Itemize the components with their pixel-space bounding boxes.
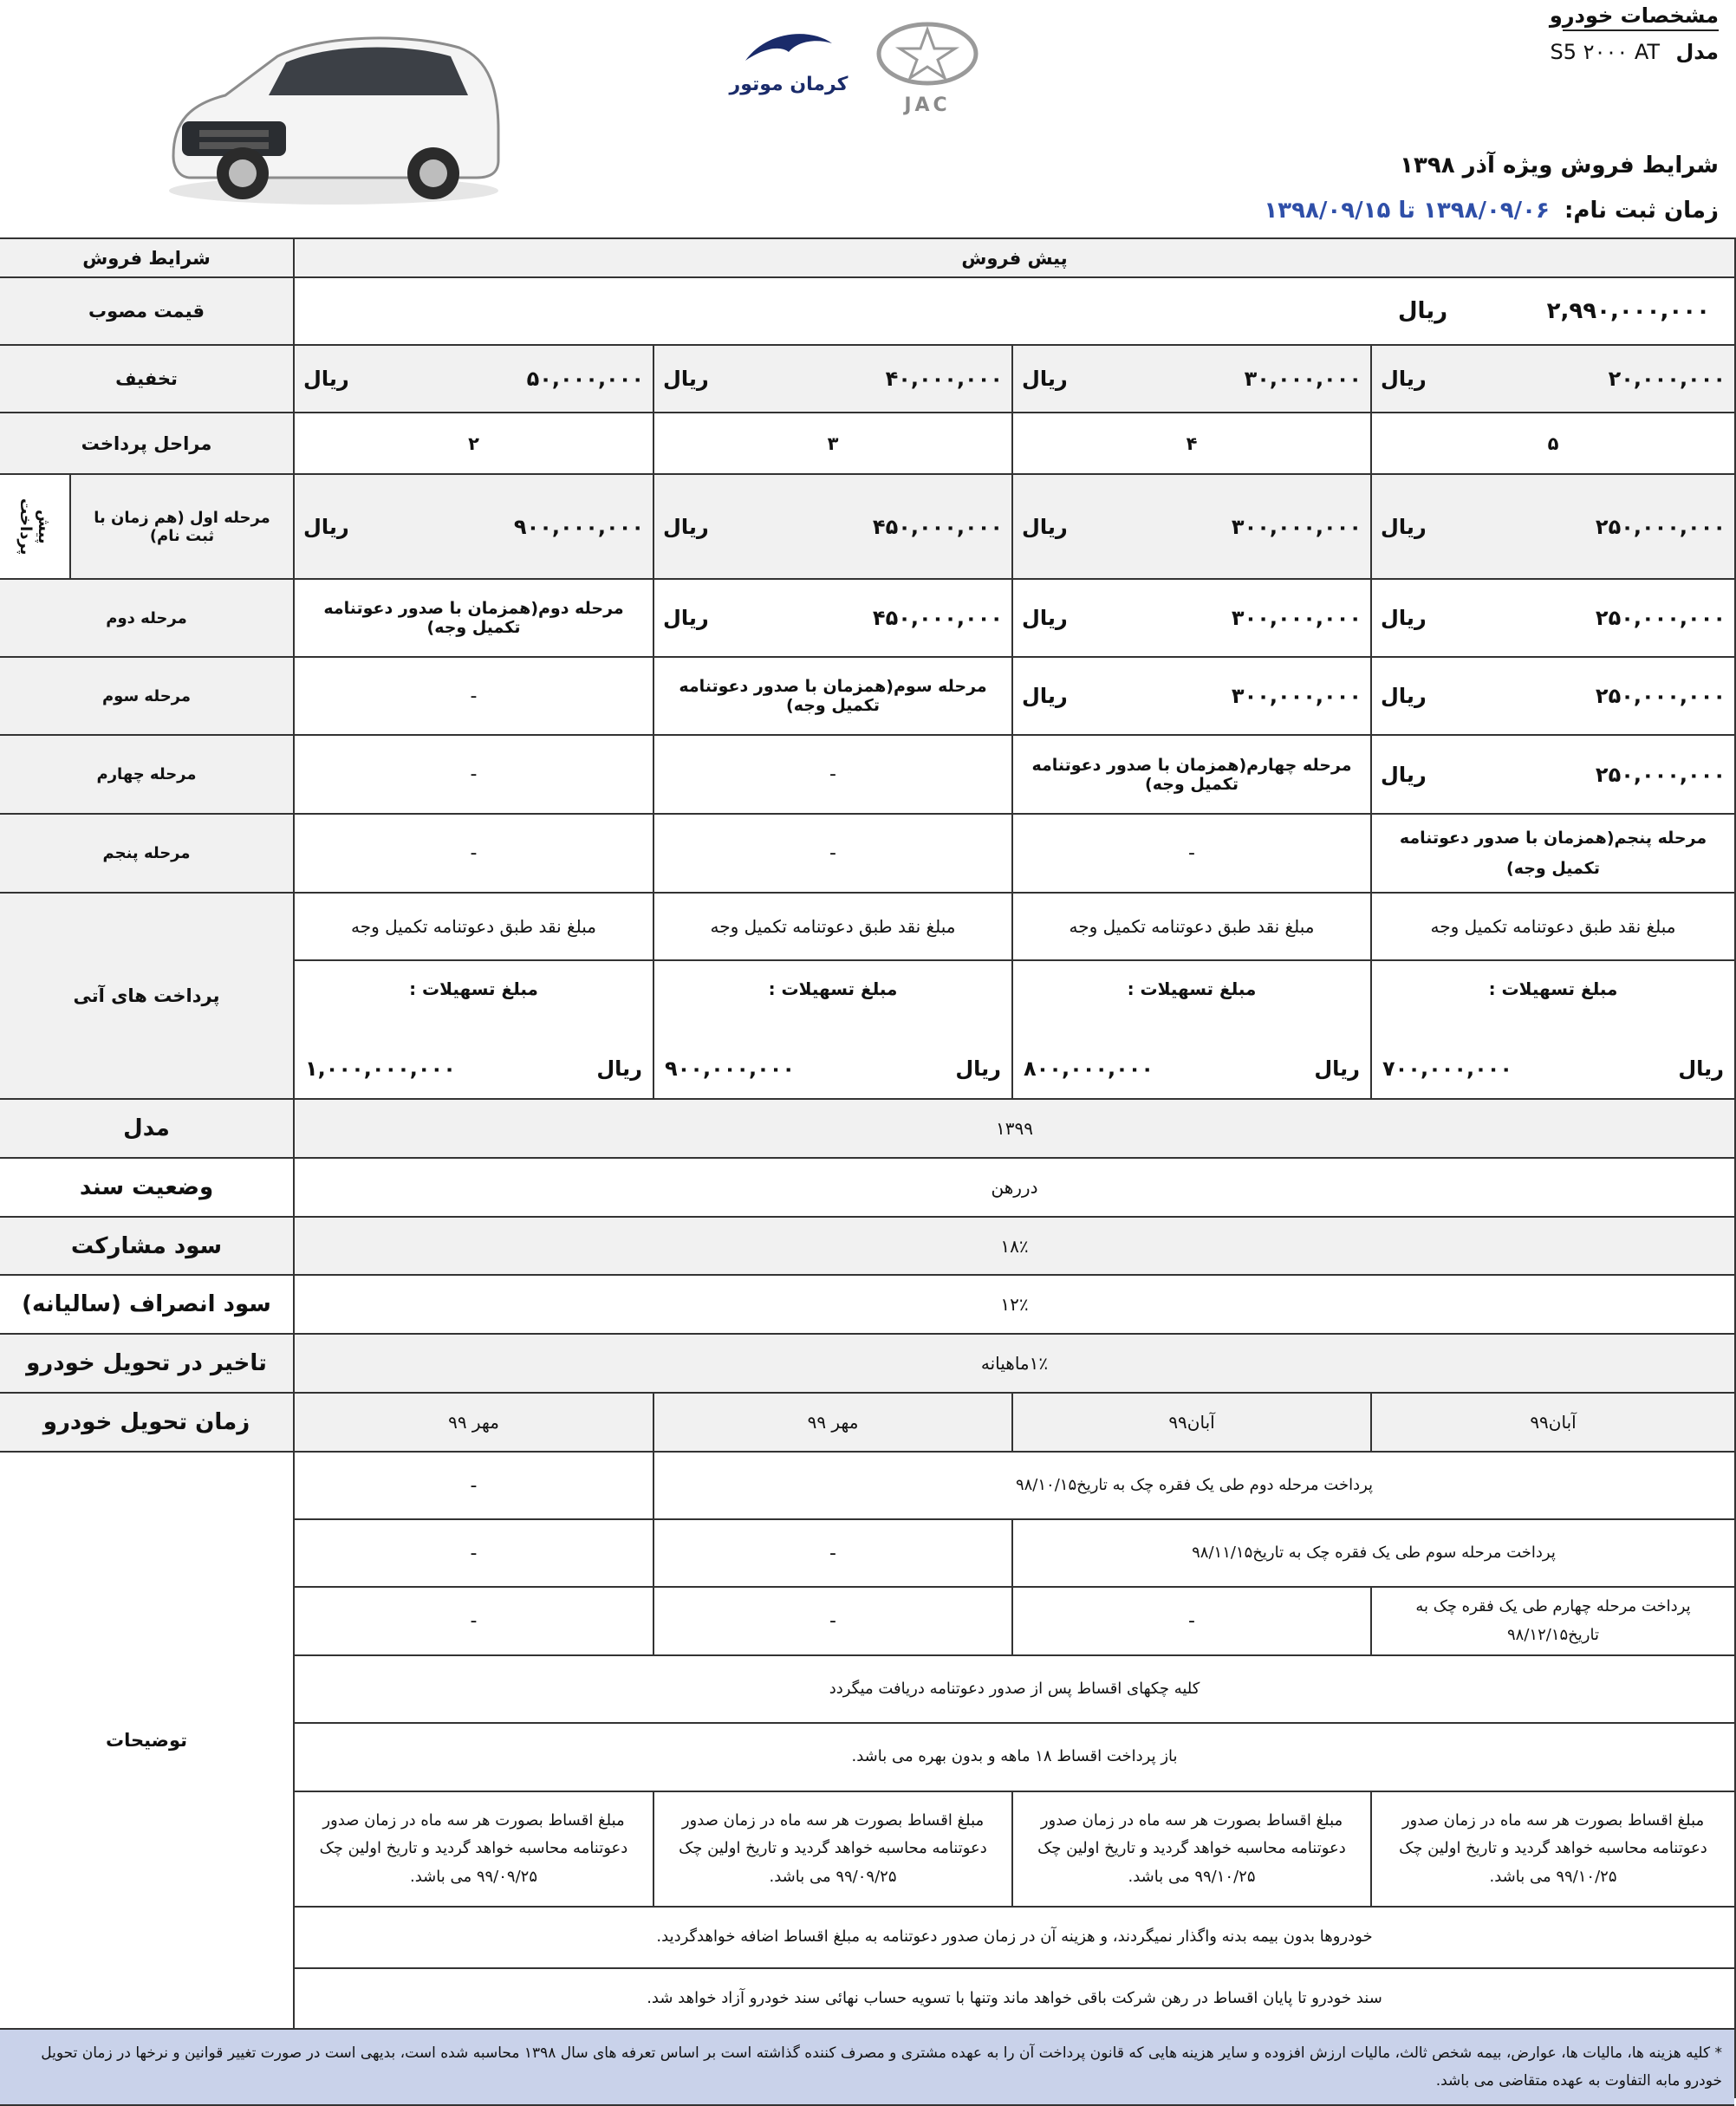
stage3-label: مرحله سوم [0,658,293,736]
stage4-note: مرحله چهارم(همزمان با صدور دعوتنامه تکمیل وجه) [1011,736,1370,815]
stage1-plan-4: ۳۰۰,۰۰۰,۰۰۰ ریال [1011,475,1370,580]
cash-note-plan-5: مبلغ نقد طبق دعوتنامه تکمیل وجه [1370,894,1734,961]
delay-label: تاخیر در تحویل خودرو [0,1335,293,1394]
kerman-logo-text: کرمان موتور [729,74,848,95]
approved-price-cell [293,278,1734,346]
prepayment-label: پیش پرداخت [0,475,69,580]
currency: ریال [1398,298,1448,324]
stage2-plan-4: ۳۰۰,۰۰۰,۰۰۰ ریال [1011,580,1370,658]
notes-label: توضیحات [0,1453,293,2030]
note-stage4-plan-3-dash: - [653,1588,1011,1656]
kerman-motor-logo [728,26,849,95]
stage2-plan-5: ۲۵۰,۰۰۰,۰۰۰ ریال [1370,580,1734,658]
stage1-plan-3: ۴۵۰,۰۰۰,۰۰۰ ریال [653,475,1011,580]
stage-count-2: ۲ [293,413,653,475]
registration-dates: ۱۳۹۸/۰۹/۰۶ تا ۱۳۹۸/۰۹/۱۵ [1264,198,1550,224]
stage5-note: مرحله پنجم(همزمان با صدور دعوتنامه تکمیل وجه) [1370,815,1734,894]
approved-price-label: قیمت مصوب [0,278,293,346]
facility-label: مبلغ تسهیلات : [1127,978,1257,999]
discount-plan-5: ۲۰,۰۰۰,۰۰۰ ریال [1370,346,1734,413]
delivery-plan-4: آبان۹۹ [1011,1394,1370,1453]
stage-count-5: ۵ [1370,413,1734,475]
stage1-plan-5: ۲۵۰,۰۰۰,۰۰۰ ریال [1370,475,1734,580]
model-year-value: ۱۳۹۹ [293,1100,1734,1159]
model-label: مدل [1675,40,1719,64]
note-stage4: پرداخت مرحله چهارم طی یک فقره چک به تاریخ۹۸/۱۲/۱۵ [1370,1588,1734,1656]
cash-note-plan-4: مبلغ نقد طبق دعوتنامه تکمیل وجه [1011,894,1370,961]
discount-plan-2: ۵۰,۰۰۰,۰۰۰ ریال [293,346,653,413]
stage4-plan-5: ۲۵۰,۰۰۰,۰۰۰ ریال [1370,736,1734,815]
specs-title: مشخصات خودرو [1549,3,1719,28]
note-stage3-plan-2-dash: - [293,1520,653,1588]
discount-plan-3: ۴۰,۰۰۰,۰۰۰ ریال [653,346,1011,413]
stage5-label: مرحله پنجم [0,815,293,894]
stage1-label: مرحله اول (هم زمان با ثبت نام) [69,475,293,580]
stage-count-4: ۴ [1011,413,1370,475]
stage4-plan-3-dash: - [653,736,1011,815]
cancel-profit-value: ۱۲٪ [293,1276,1734,1335]
facility-label: مبلغ تسهیلات : [768,978,898,999]
stage3-plan-4: ۳۰۰,۰۰۰,۰۰۰ ریال [1011,658,1370,736]
note-installment-plan-5: مبلغ اقساط بصورت هر سه ماه در زمان صدور دعوتنامه محاسبه خواهد گردید و تاریخ اولین چک ۹۹/۱۰/۲۵ می باشد. [1370,1792,1734,1908]
sales-terms-table [0,237,1736,2098]
note-stage4-plan-4-dash: - [1011,1588,1370,1656]
kerman-swoosh-icon [728,26,849,69]
footnote: * کلیه هزینه ها، مالیات ها، عوارض، بیمه شخص ثالث، مالیات ارزش افزوده و سایر هزینه هایی که قانون پرداخت آن را به عهده مشتری و مصرف کننده گذاشته است بر اساس تعرفه های سال ۱۳۹۸ محاسبه شده است، بدیهی است در صورت تغییر قوانین و نرخها در زمان تحویل خودرو مابه التفاوت به عهده متقاضی می باشد. [0,2030,1734,2106]
note-stage2-plan-2-dash: - [293,1453,653,1520]
discount-plan-4: ۳۰,۰۰۰,۰۰۰ ریال [1011,346,1370,413]
stage5-plan-2-dash: - [293,815,653,894]
cancel-profit-label: سود انصراف (سالیانه) [0,1276,293,1335]
facility-plan-5: مبلغ تسهیلات : ریال ۷۰۰,۰۰۰,۰۰۰ [1370,961,1734,1100]
stage5-plan-3-dash: - [653,815,1011,894]
cash-note-plan-2: مبلغ نقد طبق دعوتنامه تکمیل وجه [293,894,653,961]
note-stage2: پرداخت مرحله دوم طی یک فقره چک به تاریخ۹۸/۱۰/۱۵ [653,1453,1734,1520]
car-image [147,9,520,208]
stage5-plan-4-dash: - [1011,815,1370,894]
stage1-plan-2: ۹۰۰,۰۰۰,۰۰۰ ریال [293,475,653,580]
stage-count-3: ۳ [653,413,1011,475]
jac-logo-text: JAC [904,94,951,116]
registration-label: زمان ثبت نام: [1564,198,1719,224]
sale-terms-header: شرایط فروش [0,239,293,278]
doc-status-label: وضعیت سند [0,1159,293,1218]
facility-label: مبلغ تسهیلات : [1488,978,1618,999]
note-stage3: پرداخت مرحله سوم طی یک فقره چک به تاریخ۹۸/۱۱/۱۵ [1011,1520,1734,1588]
stage4-label: مرحله چهارم [0,736,293,815]
stages-label: مراحل پرداخت [0,413,293,475]
note-checks: کلیه چکهای اقساط پس از صدور دعوتنامه دریافت میگردد [293,1656,1734,1724]
delivery-label: زمان تحویل خودرو [0,1394,293,1453]
delivery-plan-3: مهر ۹۹ [653,1394,1011,1453]
discount-label: تخفیف [0,346,293,413]
note-insurance: خودروها بدون بیمه بدنه واگذار نمیگردند، و هزینه آن در زمان صدور دعوتنامه به مبلغ اقساط اضافه خواهدگردید. [293,1908,1734,1969]
stage3-plan-2-dash: - [293,658,653,736]
delay-value: ۱٪ماهیانه [293,1335,1734,1394]
doc-status-value: دررهن [293,1159,1734,1218]
facility-plan-3: مبلغ تسهیلات : ریال ۹۰۰,۰۰۰,۰۰۰ [653,961,1011,1100]
model-line [1551,40,1719,64]
profit-label: سود مشارکت [0,1218,293,1276]
stage2-note: مرحله دوم(همزمان با صدور دعوتنامه تکمیل وجه) [293,580,653,658]
note-stage3-plan-3-dash: - [653,1520,1011,1588]
facility-label: مبلغ تسهیلات : [409,978,538,999]
stage4-plan-2-dash: - [293,736,653,815]
note-stage4-plan-2-dash: - [293,1588,653,1656]
note-installment-plan-3: مبلغ اقساط بصورت هر سه ماه در زمان صدور دعوتنامه محاسبه خواهد گردید و تاریخ اولین چک ۹۹/۰۹/۲۵ می باشد. [653,1792,1011,1908]
facility-plan-2: مبلغ تسهیلات : ریال ۱,۰۰۰,۰۰۰,۰۰۰ [293,961,653,1100]
note-installment-plan-4: مبلغ اقساط بصورت هر سه ماه در زمان صدور دعوتنامه محاسبه خواهد گردید و تاریخ اولین چک ۹۹/۱۰/۲۵ می باشد. [1011,1792,1370,1908]
stage2-plan-3: ۴۵۰,۰۰۰,۰۰۰ ریال [653,580,1011,658]
sale-title: شرایط فروش ویژه آذر ۱۳۹۸ [1400,153,1719,179]
stage3-note: مرحله سوم(همزمان با صدور دعوتنامه تکمیل وجه) [653,658,1011,736]
approved-price-value: ۲,۹۹۰,۰۰۰,۰۰۰ [1546,298,1710,324]
title-underline [1563,29,1719,31]
jac-logo [867,21,988,116]
model-value: S5 ۲۰۰۰ AT [1550,40,1661,64]
cash-note-plan-3: مبلغ نقد طبق دعوتنامه تکمیل وجه [653,894,1011,961]
note-document: سند خودرو تا پایان اقساط در رهن شرکت باقی خواهد ماند وتنها با تسویه حساب نهائی سند خودرو آزاد خواهد شد. [293,1969,1734,2030]
note-installment-plan-2: مبلغ اقساط بصورت هر سه ماه در زمان صدور دعوتنامه محاسبه خواهد گردید و تاریخ اولین چک ۹۹/۰۹/۲۵ می باشد. [293,1792,653,1908]
delivery-plan-5: آبان۹۹ [1370,1394,1734,1453]
note-repayment: باز پرداخت اقساط ۱۸ ماهه و بدون بهره می باشد. [293,1724,1734,1792]
stage2-label: مرحله دوم [0,580,293,658]
delivery-plan-2: مهر ۹۹ [293,1394,653,1453]
pre-sale-header: پیش فروش [293,239,1734,278]
registration-line [1264,198,1719,224]
facility-plan-4: مبلغ تسهیلات : ریال ۸۰۰,۰۰۰,۰۰۰ [1011,961,1370,1100]
future-payments-label: پرداخت های آتی [0,894,293,1100]
model-year-label: مدل [0,1100,293,1159]
profit-value: ۱۸٪ [293,1218,1734,1276]
jac-star-icon [867,21,988,90]
stage3-plan-5: ۲۵۰,۰۰۰,۰۰۰ ریال [1370,658,1734,736]
